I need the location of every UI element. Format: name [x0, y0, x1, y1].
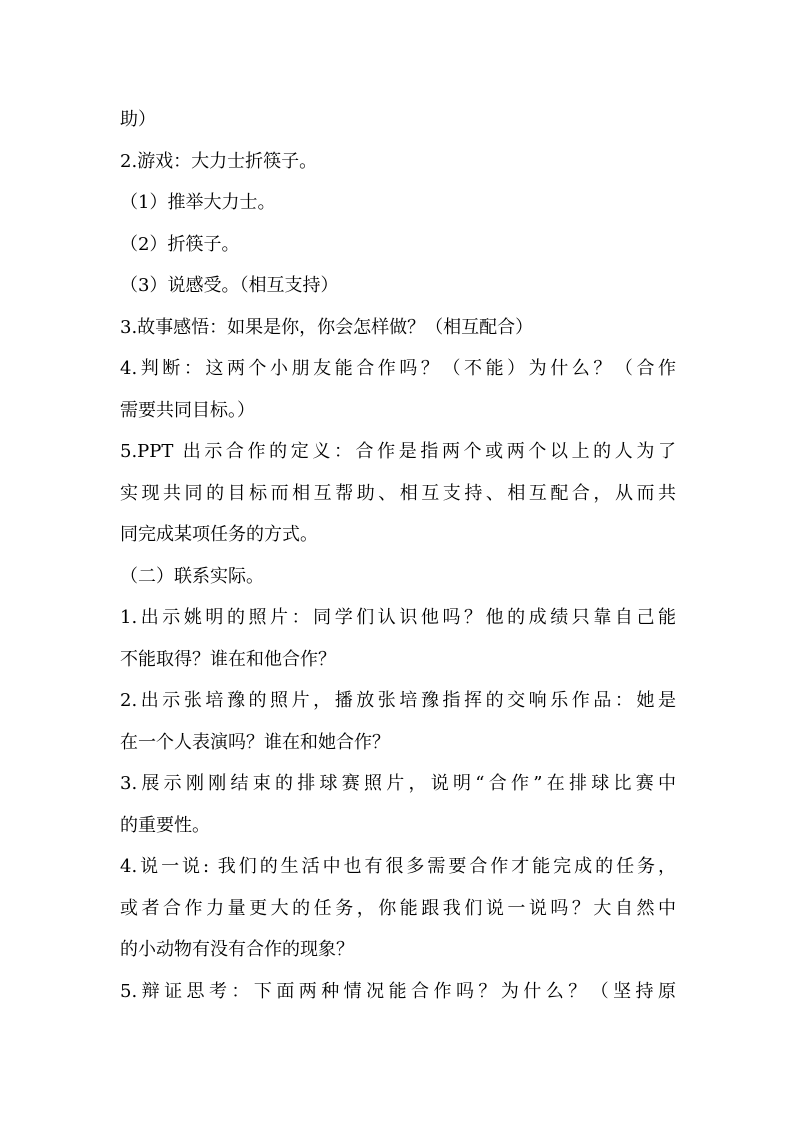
text-line: （1）推举大力士。 — [120, 192, 276, 213]
text-line: （3）说感受。（相互支持） — [120, 275, 339, 296]
text-line: 4.说一说: 我们的生活中也有很多需要合作才能完成的任务， — [120, 856, 676, 877]
text-line: 2.游戏：大力士折筷子。 — [120, 150, 318, 172]
text-line: 2.出示张培豫的照片，播放张培豫指挥的交响乐作品：她是 — [120, 690, 676, 711]
text-line: 5.辩证思考：下面两种情况能合作吗？为什么？（坚持原 — [120, 980, 676, 1002]
text-line: 的重要性。 — [120, 814, 210, 836]
text-line: 需要共同目标。） — [120, 399, 255, 421]
text-line: 在一个人表演吗？谁在和她合作？ — [120, 731, 390, 753]
text-line: 1.出示姚明的照片：同学们认识他吗？他的成绩只靠自己能 — [120, 607, 676, 628]
text-line: 助） — [120, 109, 156, 130]
document-body — [120, 99, 676, 1012]
text-line: 同完成某项任务的方式。 — [120, 524, 318, 545]
text-line: 的小动物有没有合作的现象？ — [120, 939, 354, 960]
text-line: 不能取得？谁在和他合作？ — [120, 648, 336, 670]
text-line: （二）联系实际。 — [120, 565, 264, 587]
text-line: 4.判断：这两个小朋友能合作吗？（不能）为什么？（合作 — [120, 358, 676, 379]
text-line: 3.展示刚刚结束的排球赛照片，说明“合作”在排球比赛中 — [120, 773, 676, 794]
text-line: 或者合作力量更大的任务，你能跟我们说一说吗？大自然中 — [120, 897, 676, 919]
text-line: （2）折筷子。 — [120, 233, 240, 255]
text-line: 实现共同的目标而相互帮助、相互支持、相互配合，从而共 — [120, 482, 676, 504]
text-line: 3.故事感悟：如果是你，你会怎样做？（相互配合） — [120, 316, 534, 338]
text-line: 5.PPT 出示合作的定义：合作是指两个或两个以上的人为了 — [120, 441, 676, 462]
